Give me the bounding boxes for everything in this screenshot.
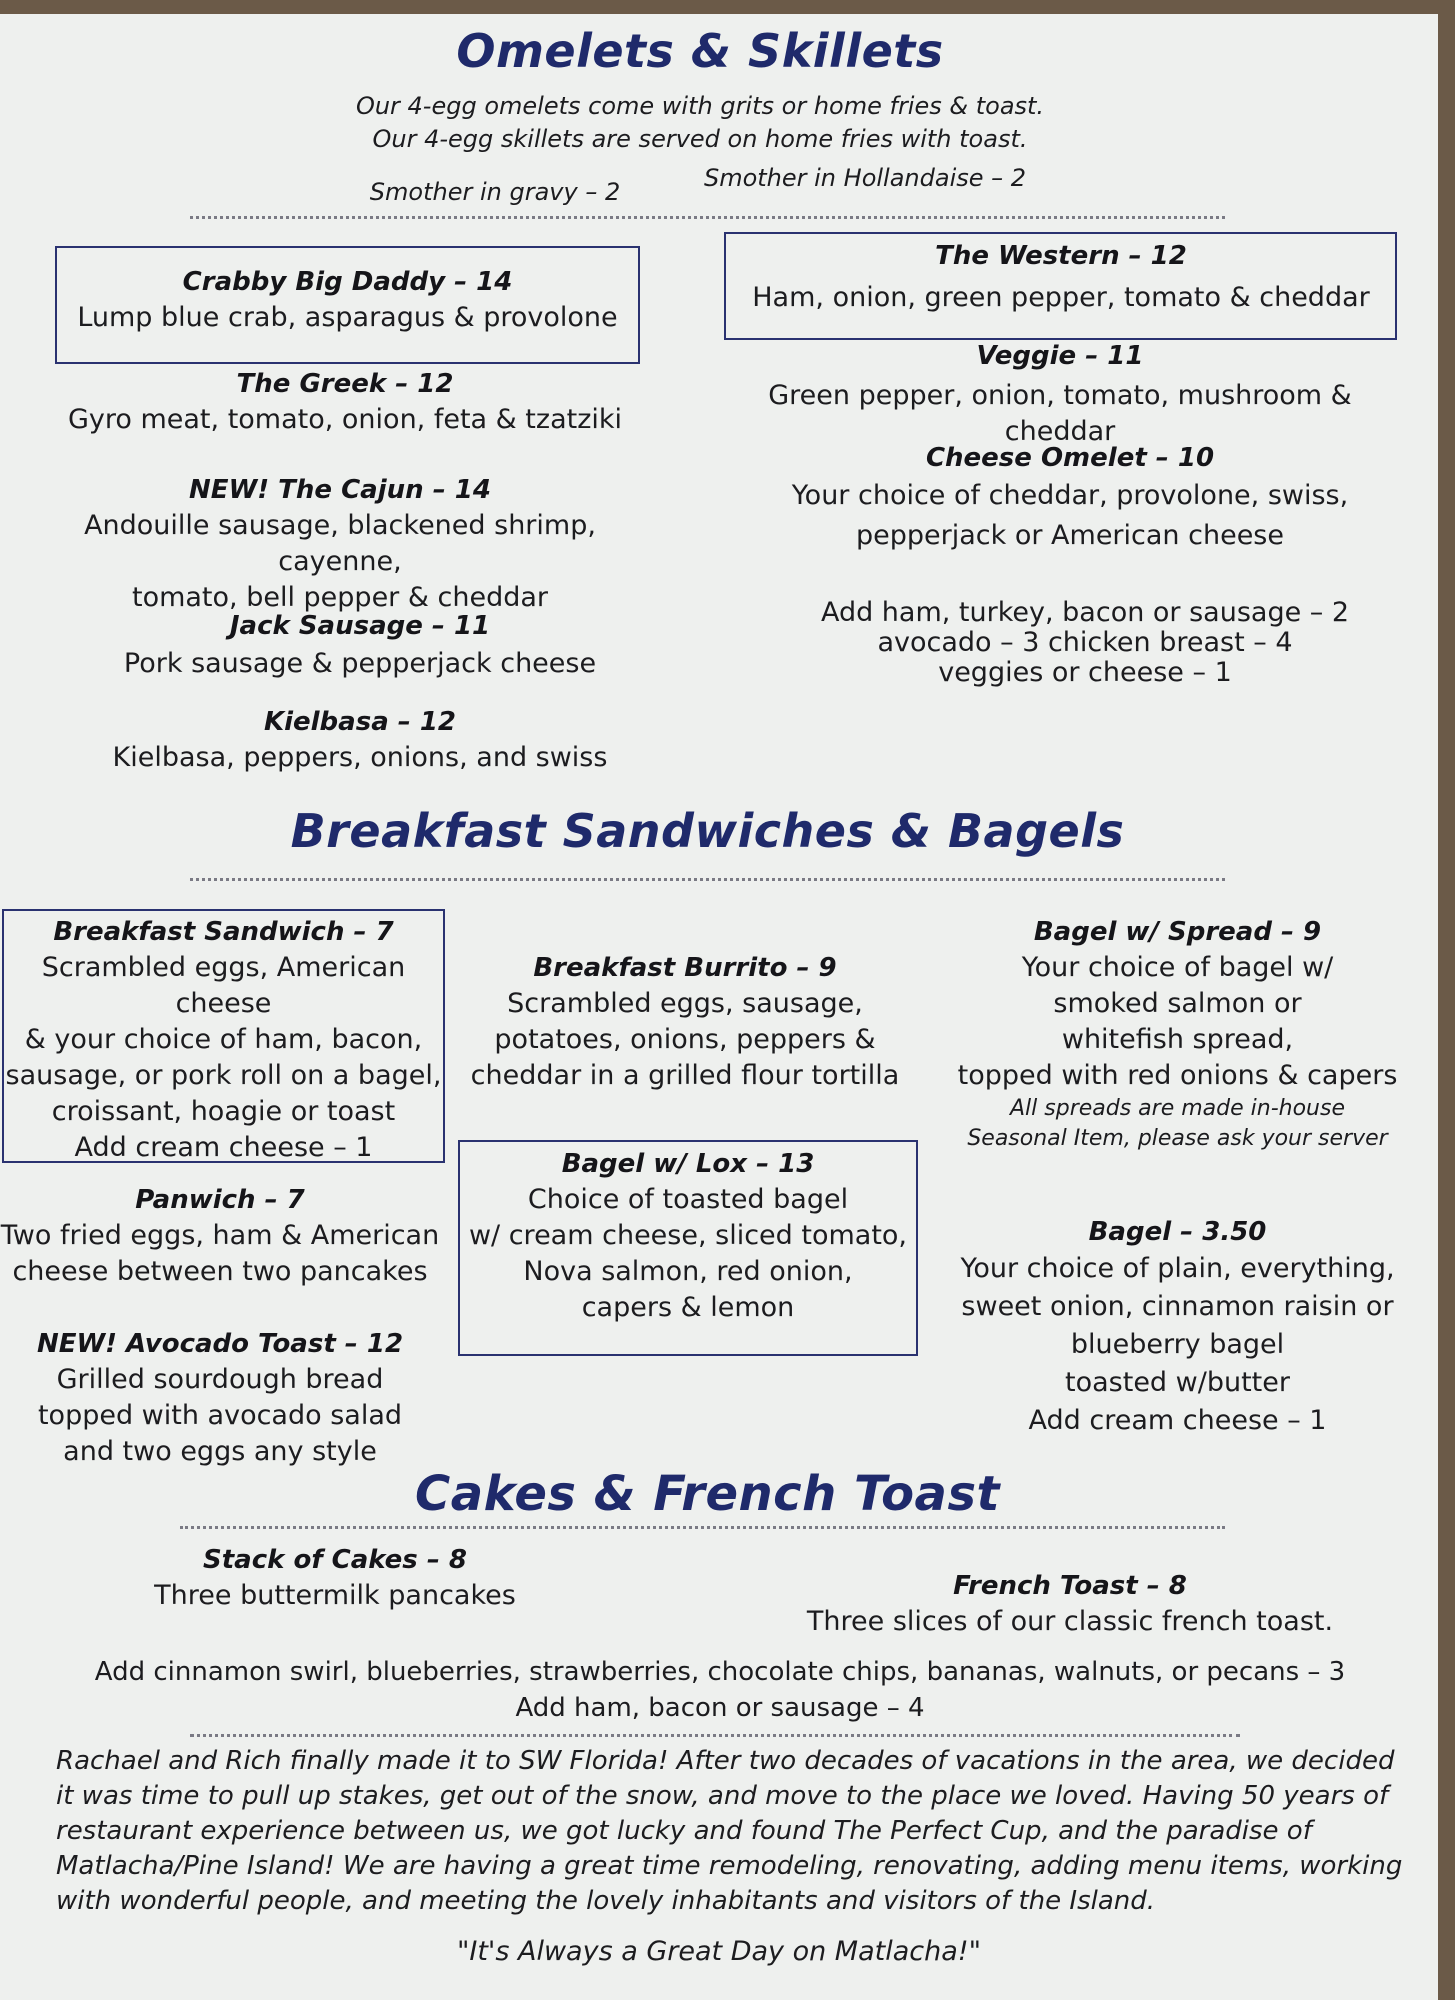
item-name: Jack Sausage – 11	[229, 611, 491, 641]
item-desc: Your choice of bagel w/	[1021, 952, 1334, 983]
menu-item-bagel	[945, 1214, 1410, 1440]
item-desc: sweet onion, cinnamon raisin or	[961, 1291, 1394, 1322]
owners-story: Rachael and Rich finally made it to SW Florida! After two decades of vacations in the area, we decided it was time to pull up stakes, get out of the snow, and move to the place we loved. Having 50 years of restaurant experience between us, we got lucky and found The Perfect Cup, and the paradise of Matlacha/Pine Island! We are having a great time remodeling, renovating, adding menu items, working with wonderful people, and meeting the lovely inhabitants and visitors of the Island.	[56, 1746, 1403, 1916]
item-name: Breakfast Burrito – 9	[533, 953, 837, 983]
item-desc: w/ cream cheese, sliced tomato,	[468, 1220, 908, 1251]
item-name: French Toast – 8	[953, 1571, 1187, 1601]
item-name: NEW! Avocado Toast – 12	[36, 1329, 404, 1359]
item-desc: croissant, hoagie or toast	[51, 1096, 396, 1127]
item-desc: toasted w/butter	[1065, 1367, 1290, 1398]
item-desc: Add cream cheese – 1	[1028, 1405, 1327, 1436]
item-desc: Three buttermilk pancakes	[154, 1580, 516, 1611]
item-desc: cheese between two pancakes	[12, 1256, 428, 1287]
divider	[190, 878, 1225, 881]
item-desc: tomato, bell pepper & cheddar	[131, 582, 548, 613]
item-name: Bagel w/ Lox – 13	[561, 1149, 815, 1179]
section-heading-sandwiches: Breakfast Sandwiches & Bagels	[290, 804, 1125, 858]
menu-item-kielbasa	[90, 704, 630, 776]
item-note: All spreads are made in-house	[1010, 1096, 1345, 1121]
item-desc: topped with avocado salad	[37, 1400, 403, 1431]
menu-item-cheese-omelet	[740, 440, 1400, 554]
menu-item-stack-of-cakes	[130, 1542, 540, 1614]
item-desc: Kielbasa, peppers, onions, and swiss	[112, 742, 608, 773]
item-name: Breakfast Sandwich – 7	[53, 917, 394, 947]
item-desc: Choice of toasted bagel	[527, 1184, 849, 1215]
item-desc: Andouille sausage, blackened shrimp, cayenne,	[84, 510, 596, 577]
item-desc: sausage, or pork roll on a bagel,	[5, 1060, 442, 1091]
item-desc: Pork sausage & pepperjack cheese	[123, 648, 597, 679]
menu-item-breakfast-burrito	[460, 950, 910, 1094]
item-name: Bagel w/ Spread – 9	[1033, 917, 1322, 947]
divider	[180, 1526, 1225, 1529]
addon-line: Add ham, bacon or sausage – 4	[515, 1693, 925, 1723]
smother-hollandaise: Smother in Hollandaise – 2	[703, 164, 1027, 192]
item-name: NEW! The Cajun – 14	[189, 475, 491, 505]
addon-line: Add cinnamon swirl, blueberries, strawberries, chocolate chips, bananas, walnuts, or pecans – 3	[94, 1657, 1346, 1687]
menu-item-avocado-toast	[10, 1326, 430, 1470]
menu-item-veggie	[710, 338, 1410, 450]
item-desc: Green pepper, onion, tomato, mushroom & cheddar	[768, 380, 1352, 447]
menu-item-bagel-w-spread	[945, 914, 1410, 1154]
item-desc: smoked salmon or	[1053, 988, 1302, 1019]
item-name: Panwich – 7	[135, 1185, 305, 1215]
item-desc: whitefish spread,	[1061, 1024, 1294, 1055]
item-desc: Three slices of our classic french toast.	[806, 1606, 1334, 1637]
item-desc: Lump blue crab, asparagus & provolone	[77, 302, 618, 333]
item-desc: pepperjack or American cheese	[856, 520, 1284, 551]
addon-line: Add ham, turkey, bacon or sausage – 2	[820, 597, 1350, 628]
item-name: Crabby Big Daddy – 14	[182, 267, 513, 297]
story-quote: "It's Always a Great Day on Matlacha!"	[456, 1936, 982, 1967]
omelet-addons	[770, 598, 1400, 688]
item-desc: topped with red onions & capers	[957, 1060, 1398, 1091]
menu-item-breakfast-sandwich	[4, 914, 443, 1166]
menu-item-jack-sausage	[90, 608, 630, 682]
item-desc: & your choice of ham, bacon,	[24, 1024, 423, 1055]
item-name: The Greek – 12	[236, 369, 454, 399]
item-desc: cheddar in a grilled flour tortilla	[470, 1060, 900, 1091]
item-desc: Scrambled eggs, American cheese	[41, 952, 406, 1019]
item-desc: Gyro meat, tomato, onion, feta & tzatziki	[67, 404, 623, 435]
smother-gravy: Smother in gravy – 2	[369, 178, 621, 206]
item-desc: potatoes, onions, peppers &	[494, 1024, 876, 1055]
item-desc: blueberry bagel	[1070, 1329, 1285, 1360]
menu-item-the-greek	[55, 366, 635, 438]
item-name: Stack of Cakes – 8	[203, 1545, 467, 1575]
cakes-addon-toppings	[20, 1654, 1420, 1726]
menu-item-the-cajun	[40, 472, 640, 616]
item-name: Veggie – 11	[976, 341, 1144, 371]
menu-item-crabby-big-daddy	[60, 264, 635, 336]
divider	[190, 1734, 1240, 1737]
item-desc: Scrambled eggs, sausage,	[507, 988, 863, 1019]
item-desc: and two eggs any style	[63, 1436, 377, 1467]
skillets-intro-line: Our 4-egg skillets are served on home fries with toast.	[372, 125, 1028, 153]
item-name: The Western – 12	[935, 241, 1187, 271]
item-desc: Two fried eggs, ham & American	[0, 1220, 440, 1251]
omelets-intro	[330, 90, 1070, 156]
section-heading-omelets: Omelets & Skillets	[456, 24, 944, 78]
item-name: Kielbasa – 12	[263, 707, 457, 737]
item-desc: Your choice of cheddar, provolone, swiss,	[791, 480, 1349, 511]
addon-line: avocado – 3 chicken breast – 4	[877, 627, 1293, 658]
omelets-intro-line: Our 4-egg omelets come with grits or home fries & toast.	[355, 92, 1045, 120]
addon-line: veggies or cheese – 1	[938, 657, 1232, 688]
menu-item-panwich	[0, 1182, 440, 1290]
item-desc: Nova salmon, red onion,	[523, 1256, 853, 1287]
section-heading-cakes: Cakes & French Toast	[415, 1466, 1000, 1522]
item-desc: Your choice of plain, everything,	[960, 1253, 1395, 1284]
menu-page	[0, 14, 1438, 2000]
menu-item-bagel-w-lox	[460, 1146, 916, 1326]
item-name: Cheese Omelet – 10	[925, 443, 1215, 473]
item-note: Seasonal Item, please ask your server	[967, 1126, 1388, 1151]
menu-item-french-toast	[760, 1568, 1380, 1640]
item-desc: Grilled sourdough bread	[56, 1364, 384, 1395]
item-desc: capers & lemon	[581, 1292, 795, 1323]
menu-item-the-western	[730, 238, 1392, 316]
item-name: Bagel – 3.50	[1088, 1217, 1267, 1247]
item-desc: Ham, onion, green pepper, tomato & cheddar	[752, 282, 1370, 313]
divider	[190, 216, 1225, 219]
item-desc: Add cream cheese – 1	[74, 1132, 373, 1163]
